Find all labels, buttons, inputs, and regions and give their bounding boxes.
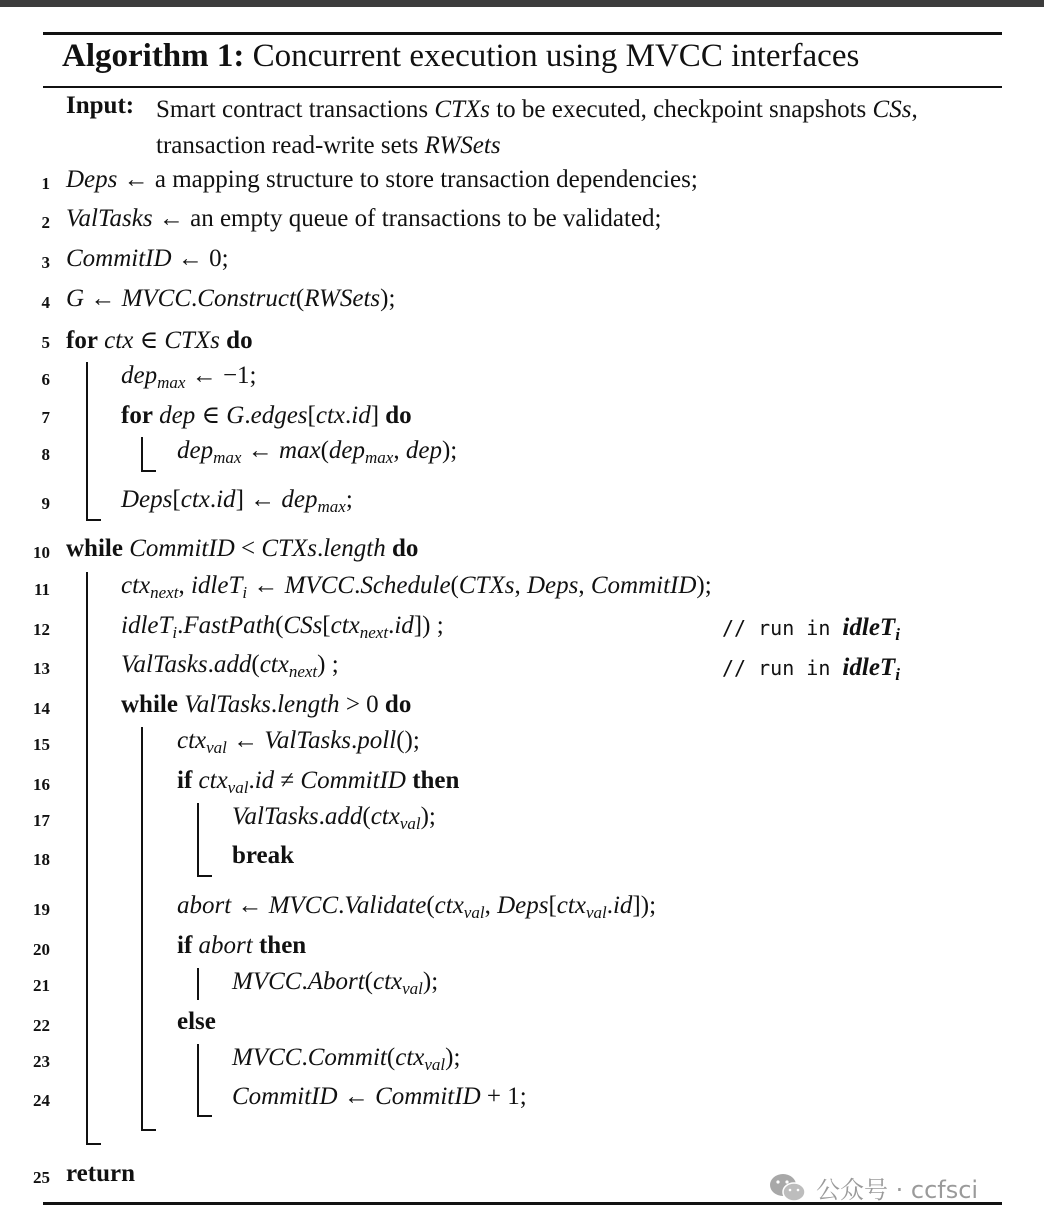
line-number-16: 16 <box>33 775 50 794</box>
algo-line-22: else <box>177 1008 216 1035</box>
line-number-2: 2 <box>41 213 50 232</box>
line-number-3: 3 <box>41 253 50 272</box>
line-number-1: 1 <box>41 174 50 193</box>
block-end-else-22 <box>197 1115 212 1117</box>
block-end-for-outer <box>86 519 101 521</box>
line-number-12: 12 <box>33 620 50 639</box>
algo-line-15: ctx$_{val}$ ← ValTasks.poll(); <box>177 727 420 757</box>
line-number-25: 25 <box>33 1168 50 1187</box>
watermark-text: 公众号 · ccfsci <box>816 1176 979 1204</box>
top-edge-bar <box>0 0 1044 7</box>
block-bar-while-outer <box>86 572 88 1144</box>
algo-line-10: while CommitID < CTXs.length do <box>66 535 419 562</box>
line-number-8: 8 <box>41 445 50 464</box>
algo-line-12: idleT$_i$.FastPath(CSs[ctx$_{next}$.id]) ; <box>121 612 444 642</box>
line-number-20: 20 <box>33 940 50 959</box>
line-number-15: 15 <box>33 735 50 754</box>
line-number-21: 21 <box>33 976 50 995</box>
algo-line-3: CommitID ← 0; <box>66 245 229 272</box>
line-number-6: 6 <box>41 370 50 389</box>
block-bar-for-inner <box>141 437 143 471</box>
line-number-11: 11 <box>33 580 50 599</box>
algorithm-title <box>62 38 859 75</box>
algo-line-11: ctx$_{next}$, idleT$_i$ ← MVCC.Schedule(CTXs, Deps, CommitID); <box>121 572 712 602</box>
wechat-icon <box>768 1172 808 1204</box>
block-bar-while-inner <box>141 727 143 1130</box>
block-end-if-16 <box>197 875 212 877</box>
comment-line-12: // run in idleT$_i$ <box>722 614 900 644</box>
algorithm-caption: Concurrent execution using MVCC interfaces <box>252 38 860 74</box>
line-number-22: 22 <box>33 1016 50 1035</box>
block-end-while-outer <box>86 1143 101 1145</box>
algo-line-17: ValTasks.add(ctx$_{val}$); <box>232 803 436 833</box>
line-number-23: 23 <box>33 1052 50 1071</box>
line-number-14: 14 <box>33 699 50 718</box>
line-number-4: 4 <box>41 293 50 312</box>
top-rule <box>43 32 1002 35</box>
line-number-7: 7 <box>41 408 50 427</box>
algo-line-7: for dep ∈ G.edges[ctx.id] do <box>121 402 412 429</box>
block-end-while-inner <box>141 1129 156 1131</box>
line-number-13: 13 <box>33 659 50 678</box>
block-bar-for-outer <box>86 362 88 520</box>
line-number-10: 10 <box>33 543 50 562</box>
algo-line-19: abort ← MVCC.Validate(ctx$_{val}$, Deps[ctx$_{val}$.id]); <box>177 892 657 922</box>
input-keyword: Input: <box>66 92 135 119</box>
algo-line-20: if abort then <box>177 932 307 959</box>
algo-line-5: for ctx ∈ CTXs do <box>66 327 253 354</box>
block-bar-else-22 <box>197 1044 199 1116</box>
algo-line-6: dep$_{max}$ ← −1; <box>121 362 257 392</box>
title-rule <box>43 86 1002 88</box>
algo-line-14: while ValTasks.length > 0 do <box>121 691 412 718</box>
algo-line-16: if ctx$_{val}$.id ≠ CommitID then <box>177 767 460 797</box>
algo-line-1: Deps ← a mapping structure to store transaction dependencies; <box>66 166 698 193</box>
comment-line-13: // run in idleT$_i$ <box>722 654 900 684</box>
algo-line-9: Deps[ctx.id] ← dep$_{max}$; <box>121 486 353 516</box>
line-number-9: 9 <box>41 494 50 513</box>
algo-line-4: G ← MVCC.Construct(RWSets); <box>66 285 396 312</box>
block-bar-if-20 <box>197 968 199 1000</box>
input-description: Smart contract transactions CTXs to be executed, checkpoint snapshots CSs, transaction read-write sets RWSets <box>156 96 918 159</box>
algo-line-18: break <box>232 842 295 869</box>
line-number-18: 18 <box>33 850 50 869</box>
algo-line-21: MVCC.Abort(ctx$_{val}$); <box>232 968 439 998</box>
algo-line-25: return <box>66 1160 135 1187</box>
block-bar-if-16 <box>197 803 199 876</box>
line-number-19: 19 <box>33 900 50 919</box>
algo-line-8: dep$_{max}$ ← max(dep$_{max}$, dep); <box>177 437 458 467</box>
algo-line-24: CommitID ← CommitID + 1; <box>232 1083 527 1110</box>
line-number-17: 17 <box>33 811 50 830</box>
algo-line-23: MVCC.Commit(ctx$_{val}$); <box>232 1044 461 1074</box>
algo-line-2: ValTasks ← an empty queue of transactions to be validated; <box>66 205 662 232</box>
line-number-5: 5 <box>41 333 50 352</box>
line-number-24: 24 <box>33 1091 50 1110</box>
block-end-for-inner <box>141 470 156 472</box>
watermark <box>768 1170 978 1205</box>
algorithm-label: Algorithm 1: <box>62 38 245 74</box>
algo-line-13: ValTasks.add(ctx$_{next}$) ; <box>121 651 339 681</box>
